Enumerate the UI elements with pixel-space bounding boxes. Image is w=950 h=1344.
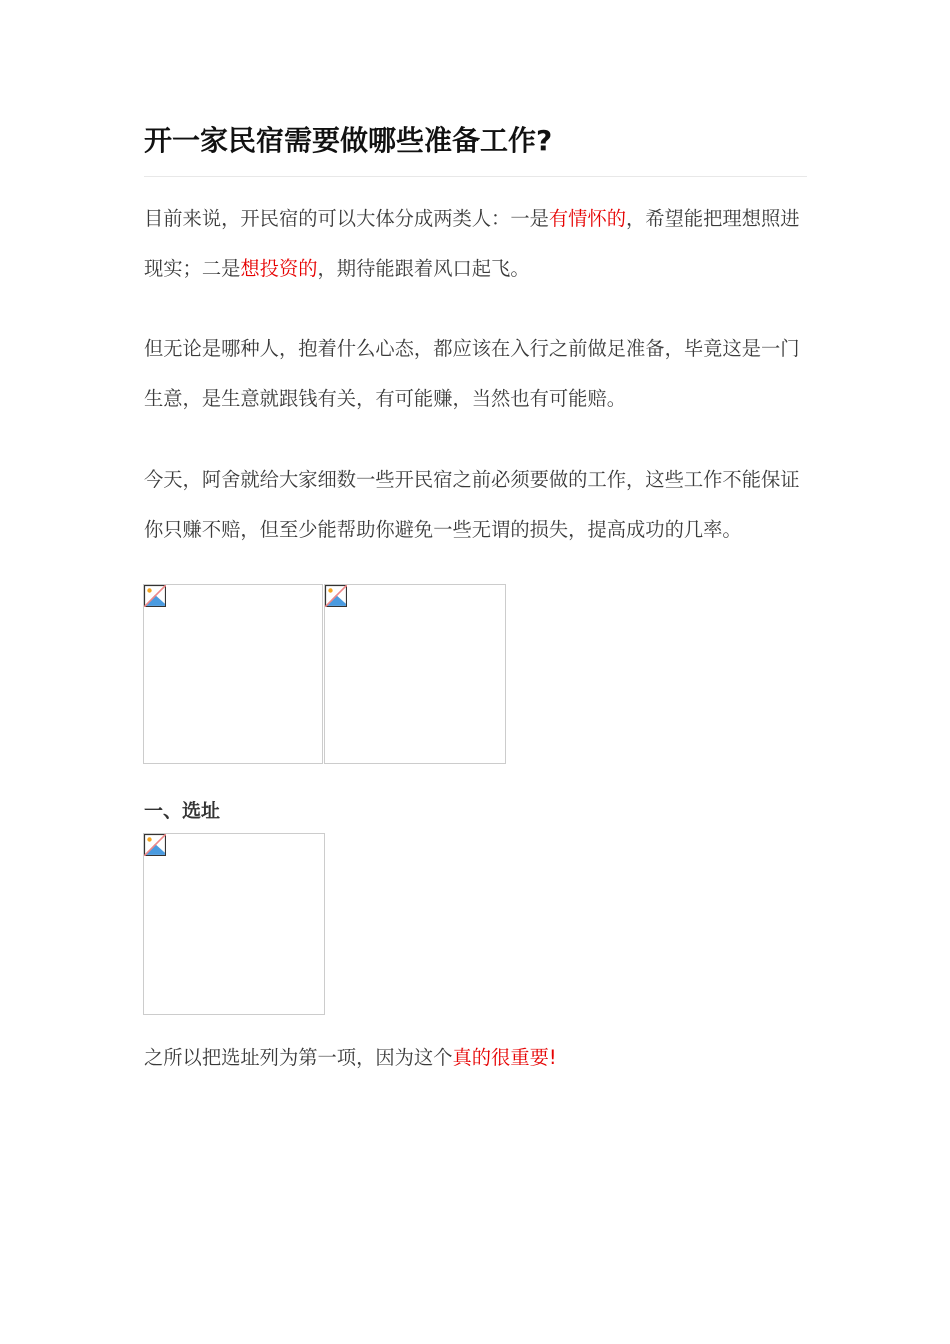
paragraph-2: 但无论是哪种人，抱着什么心态，都应该在入行之前做足准备，毕竟这是一门生意，是生意就跟钱有关，有可能赚，当然也有可能赔。 xyxy=(144,337,800,410)
paragraph-location xyxy=(144,1033,807,1083)
title-divider xyxy=(144,176,807,177)
broken-image xyxy=(143,584,323,764)
highlight-text: 想投资的 xyxy=(240,257,318,280)
paragraph-intro xyxy=(144,194,807,294)
broken-image-icon xyxy=(144,834,166,856)
section-heading: 一、选址 xyxy=(144,800,221,822)
highlight-text: 有情怀的 xyxy=(548,207,627,230)
broken-image xyxy=(143,833,325,1015)
article-title: 开一家民宿需要做哪些准备工作? xyxy=(144,124,553,157)
broken-image-icon xyxy=(144,585,166,607)
broken-image xyxy=(324,584,506,764)
paragraph-3: 今天，阿舍就给大家细数一些开民宿之前必须要做的工作，这些工作不能保证你只赚不赔，但至少能帮助你避免一些无谓的损失，提高成功的几率。 xyxy=(144,468,800,541)
text: 之所以把选址列为第一项，因为这个 xyxy=(144,1046,453,1069)
text: ，希望能把理想照进现实；二是 xyxy=(144,207,800,280)
broken-image-icon xyxy=(325,585,347,607)
text: ，期待能跟着风口起飞。 xyxy=(317,257,530,280)
text: 目前来说，开民宿的可以大体分成两类人：一是 xyxy=(144,207,549,230)
highlight-text: 真的很重要! xyxy=(452,1046,557,1069)
